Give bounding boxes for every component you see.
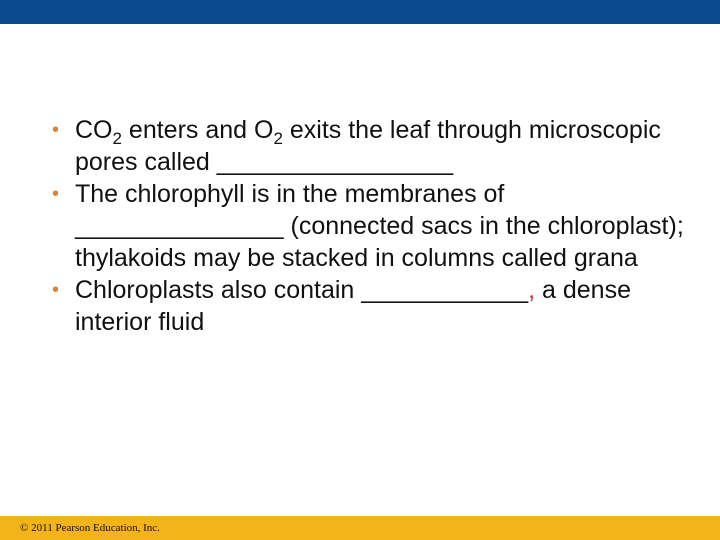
bullet-text-rest: exits the leaf through microscopic pores called _________________: [75, 116, 661, 176]
comma-mark: ,: [528, 276, 536, 304]
bullet-icon: •: [52, 183, 60, 205]
bullet-item-thylakoids: [52, 178, 692, 274]
bullet-list: [52, 114, 692, 338]
bullet-text-co: CO: [75, 116, 113, 144]
bullet-item-stroma: [52, 274, 692, 338]
bullet-text-post: a dense interior fluid: [75, 276, 631, 336]
subscript-2: 2: [112, 129, 122, 148]
bullet-text-pre: Chloroplasts also contain ____________: [75, 276, 529, 304]
bullet-item-stomata: [52, 114, 692, 178]
bullet-icon: •: [52, 279, 60, 301]
header-bar: [0, 0, 720, 24]
bullet-text-mid: enters and O: [121, 116, 274, 144]
bullet-icon: •: [52, 119, 60, 141]
subscript-2: 2: [273, 129, 283, 148]
bullet-text: The chlorophyll is in the membranes of _______________ (connected sacs in the chloroplast); thylakoids may be stacked in columns called grana: [75, 180, 684, 272]
copyright-notice: © 2011 Pearson Education, Inc.: [20, 522, 160, 534]
